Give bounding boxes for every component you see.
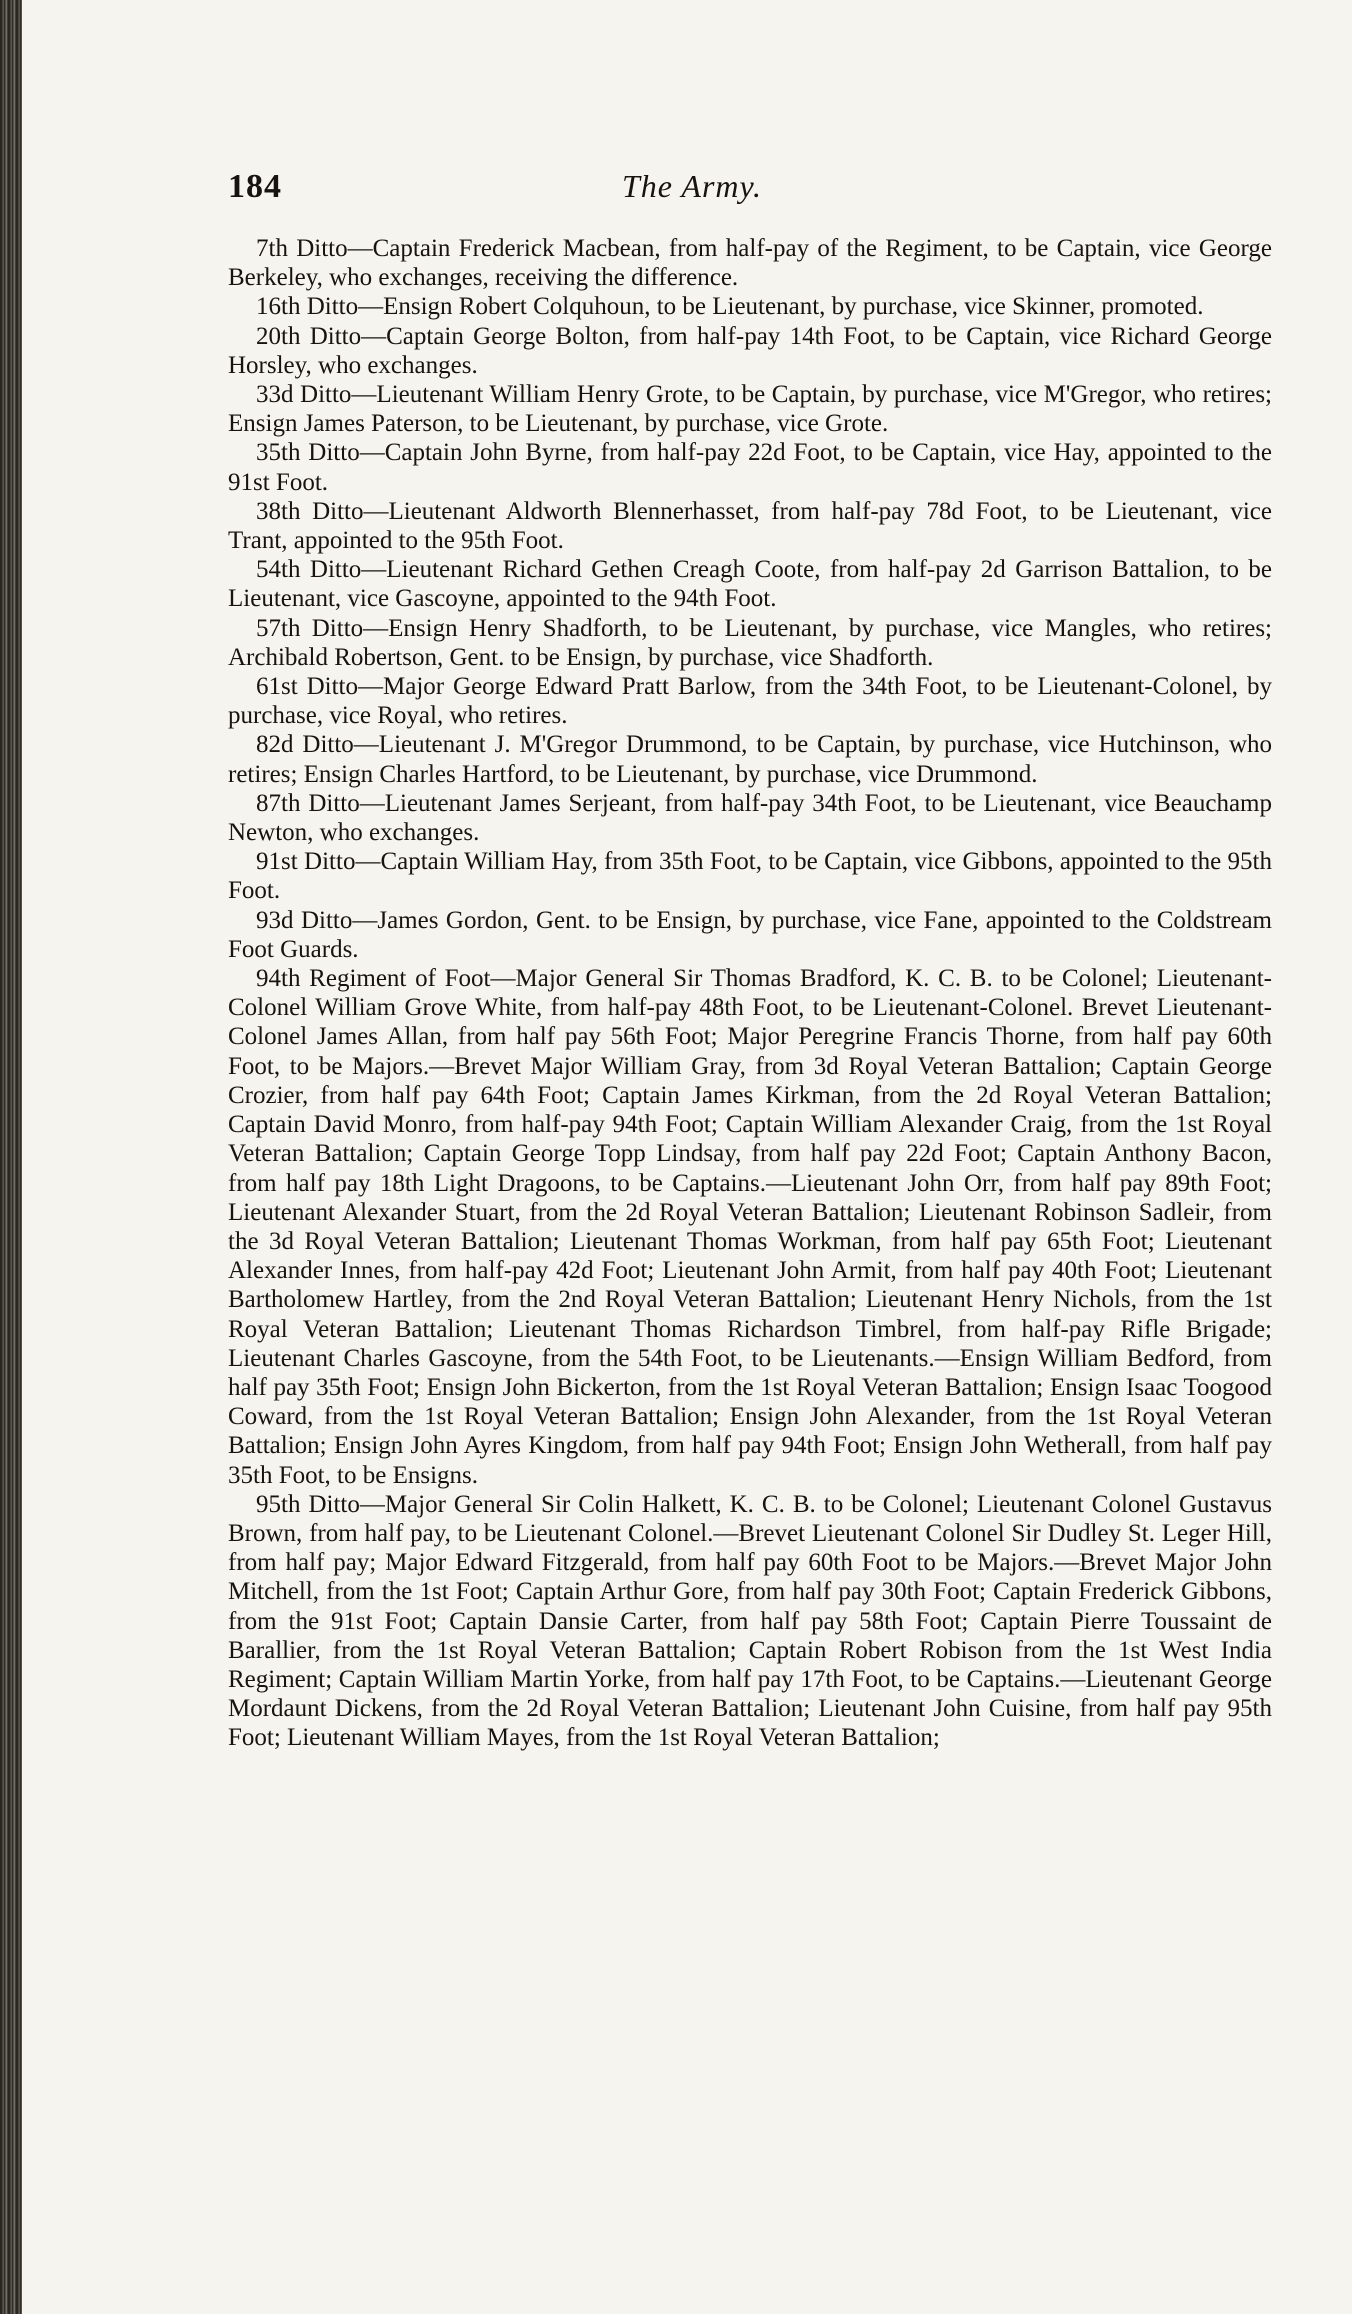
paragraph: 95th Ditto—Major General Sir Colin Halkett, K. C. B. to be Colonel; Lieutenant Colonel Gustavus Brown, from half pay, to be Lieutenant Colonel.—Brevet Lieutenant Colonel Sir Dudley St. Leger Hill, from half pay; Major Edward Fitzgerald, from half pay 60th Foot to be Majors.—Brevet Major John Mitchell, from the 1st Foot; Captain Arthur Gore, from half pay 30th Foot; Captain Frederick Gibbons, from the 91st Foot; Captain Dansie Carter, from half pay 58th Foot; Captain Pierre Toussaint de Barallier, from the 1st Royal Veteran Battalion; Captain Robert Robison from the 1st West India Regiment; Captain William Martin Yorke, from half pay 17th Foot, to be Captains.—Lieutenant George Mordaunt Dickens, from the 2d Royal Veteran Battalion; Lieutenant John Cuisine, from half pay 95th Foot; Lieutenant William Mayes, from the 1st Royal Veteran Battalion; — [228, 1490, 1272, 1752]
page-body — [228, 168, 1272, 1753]
paragraph: 35th Ditto—Captain John Byrne, from half-pay 22d Foot, to be Captain, vice Hay, appointed to the 91st Foot. — [228, 439, 1272, 496]
paragraph: 38th Ditto—Lieutenant Aldworth Blennerhasset, from half-pay 78d Foot, to be Lieutenant, vice Trant, appointed to the 95th Foot. — [228, 497, 1272, 555]
paragraph: 54th Ditto—Lieutenant Richard Gethen Creagh Coote, from half-pay 2d Garrison Battalion, to be Lieutenant, vice Gascoyne, appointed to the 94th Foot. — [228, 556, 1272, 613]
paragraph: 94th Regiment of Foot—Major General Sir Thomas Bradford, K. C. B. to be Colonel; Lieutenant-Colonel William Grove White, from half-pay 48th Foot, to be Lieutenant-Colonel. Brevet Lieutenant-Colonel James Allan, from half pay 56th Foot; Major Peregrine Francis Thorne, from half pay 60th Foot, to be Majors.—Brevet Major William Gray, from 3d Royal Veteran Battalion; Captain George Crozier, from half pay 64th Foot; Captain James Kirkman, from the 2d Royal Veteran Battalion; Captain David Monro, from half-pay 94th Foot; Captain William Alexander Craig, from the 1st Royal Veteran Battalion; Captain George Topp Lindsay, from half pay 22d Foot; Captain Anthony Bacon, from half pay 18th Light Dragoons, to be Captains.—Lieutenant John Orr, from half pay 89th Foot; Lieutenant Alexander Stuart, from the 2d Royal Veteran Battalion; Lieutenant Robinson Sadleir, from the 3d Royal Veteran Battalion; Lieutenant Thomas Workman, from half pay 65th Foot; Lieutenant Alexander Innes, from half-pay 42d Foot; Lieutenant John Armit, from half pay 40th Foot; Lieutenant Bartholomew Hartley, from the 2nd Royal Veteran Battalion; Lieutenant Henry Nichols, from the 1st Royal Veteran Battalion; Lieutenant Thomas Richardson Timbrel, from half-pay Rifle Brigade; Lieutenant Charles Gascoyne, from the 54th Foot, to be Lieutenants.—Ensign William Bedford, from half pay 35th Foot; Ensign John Bickerton, from the 1st Royal Veteran Battalion; Ensign Isaac Toogood Coward, from the 1st Royal Veteran Battalion; Ensign John Alexander, from the 1st Royal Veteran Battalion; Ensign John Ayres Kingdom, from half pay 94th Foot; Ensign John Wetherall, from half pay 35th Foot, to be Ensigns. — [228, 965, 1272, 1489]
paragraph: 57th Ditto—Ensign Henry Shadforth, to be Lieutenant, by purchase, vice Mangles, who retires; Archibald Robertson, Gent. to be Ensign, by purchase, vice Shadforth. — [228, 614, 1272, 671]
page-number: 184 — [228, 168, 282, 205]
gazette-text — [228, 234, 1272, 1753]
running-head: The Army. — [622, 168, 762, 204]
paragraph: 20th Ditto—Captain George Bolton, from half-pay 14th Foot, to be Captain, vice Richard George Horsley, who exchanges. — [228, 322, 1272, 379]
paragraph: 33d Ditto—Lieutenant William Henry Grote, to be Captain, by purchase, vice M'Gregor, who retires; Ensign James Paterson, to be Lieutenant, by purchase, vice Grote. — [228, 381, 1272, 438]
paragraph: 16th Ditto—Ensign Robert Colquhoun, to be Lieutenant, by purchase, vice Skinner, promoted. — [256, 293, 1204, 321]
paragraph: 91st Ditto—Captain William Hay, from 35th Foot, to be Captain, vice Gibbons, appointed to the 95th Foot. — [228, 848, 1272, 905]
paragraph: 7th Ditto—Captain Frederick Macbean, from half-pay of the Regiment, to be Captain, vice George Berkeley, who exchanges, receiving the difference. — [228, 235, 1272, 292]
page-header — [228, 168, 1272, 216]
book-spine-edge — [0, 0, 22, 2314]
paragraph: 82d Ditto—Lieutenant J. M'Gregor Drummond, to be Captain, by purchase, vice Hutchinson, who retires; Ensign Charles Hartford, to be Lieutenant, by purchase, vice Drummond. — [228, 731, 1272, 788]
paragraph: 61st Ditto—Major George Edward Pratt Barlow, from the 34th Foot, to be Lieutenant-Colonel, by purchase, vice Royal, who retires. — [228, 673, 1272, 730]
paragraph: 87th Ditto—Lieutenant James Serjeant, from half-pay 34th Foot, to be Lieutenant, vice Beauchamp Newton, who exchanges. — [228, 789, 1272, 847]
paragraph: 93d Ditto—James Gordon, Gent. to be Ensign, by purchase, vice Fane, appointed to the Coldstream Foot Guards. — [228, 906, 1272, 963]
